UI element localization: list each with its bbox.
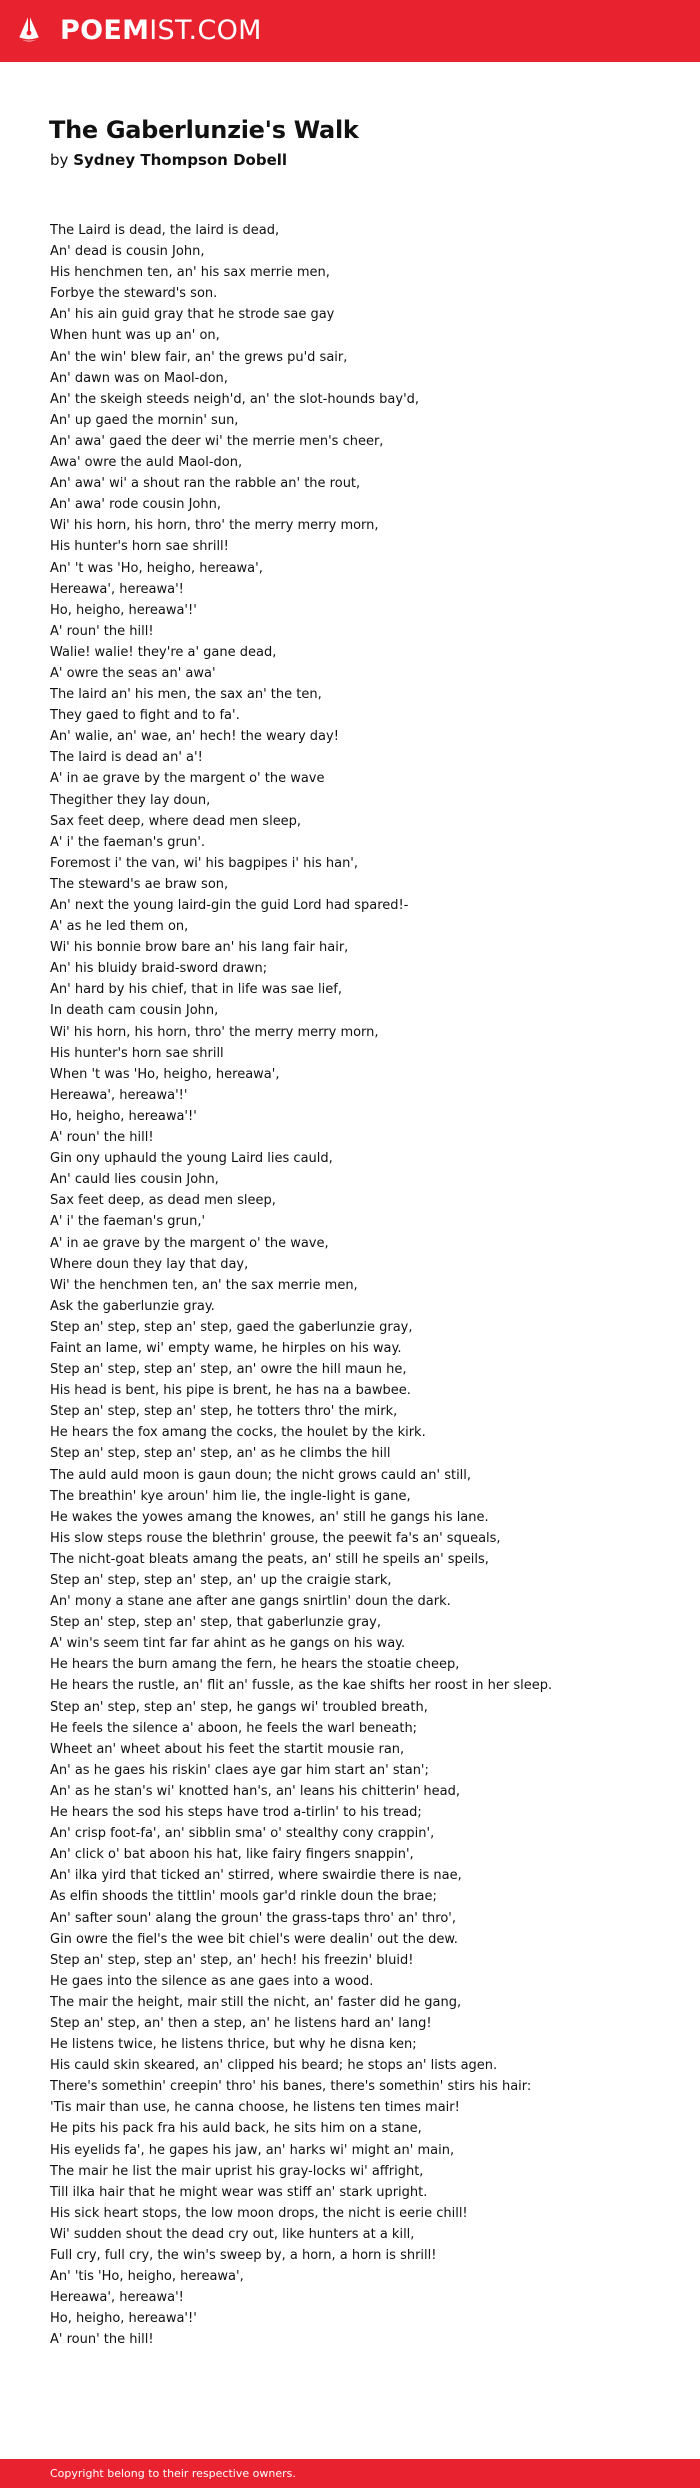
copyright-notice: Copyright belong to their respective owners. [50, 2467, 296, 2480]
by-label: by [50, 151, 69, 169]
poem-line: A' in ae grave by the margent o' the wave, [50, 1235, 329, 1251]
poem-line: Sax feet deep, where dead men sleep, [50, 813, 302, 829]
poem-line: His hunter's horn sae shrill [50, 1045, 224, 1061]
poem-line: He hears the sod his steps have trod a-tirlin' to his tread; [50, 1805, 422, 1821]
poem-line: The mair the height, mair still the nicht, an' faster did he gang, [50, 1994, 462, 2010]
site-logo-link[interactable] [60, 15, 262, 47]
poem-line: He hears the fox amang the cocks, the houlet by the kirk. [50, 1425, 426, 1441]
poem-line: He feels the silence a' aboon, he feels the warl beneath; [50, 1720, 418, 1736]
poem-line: His eyelids fa', he gapes his jaw, an' harks wi' might an' main, [50, 2142, 455, 2158]
poem-line: Step an' step, step an' step, that gaberlunzie gray, [50, 1615, 381, 1631]
poem-line: An' cauld lies cousin John, [50, 1172, 219, 1188]
poem-line: An' as he gaes his riskin' claes aye gar him start an' stan'; [50, 1762, 429, 1778]
poem-line: Gin owre the fiel's the wee bit chiel's were dealin' out the dew. [50, 1931, 458, 1947]
poem-line: He gaes into the silence as ane gaes into a wood. [50, 1973, 374, 1989]
poem-line: Gin ony uphauld the young Laird lies cauld, [50, 1151, 333, 1167]
poem-line: His head is bent, his pipe is brent, he has na a bawbee. [50, 1383, 411, 1399]
poem-line: Ask the gaberlunzie gray. [50, 1298, 215, 1314]
poem-line: A' roun' the hill! [50, 2332, 154, 2348]
poem-line: In death cam cousin John, [50, 1003, 219, 1019]
poem-line: Wi' his horn, his horn, thro' the merry merry morn, [50, 1024, 379, 1040]
poem-line: Sax feet deep, as dead men sleep, [50, 1193, 276, 1209]
poem-line: Step an' step, step an' step, an' as he climbs the hill [50, 1446, 391, 1462]
poem-line: Ho, heigho, hereawa'!' [50, 2311, 197, 2327]
poem-line: An' awa' rode cousin John, [50, 497, 221, 513]
poem-line: When 't was 'Ho, heigho, hereawa', [50, 1066, 280, 1082]
poem-line: Step an' step, step an' step, gaed the gaberlunzie gray, [50, 1319, 413, 1335]
poem-line: 'Tis mair than use, he canna choose, he listens ten times mair! [50, 2100, 460, 2116]
poem-line: His hunter's horn sae shrill! [50, 539, 229, 555]
poem-line: When hunt was up an' on, [50, 328, 220, 344]
poem-line: As elfin shoods the tittlin' mools gar'd rinkle doun the brae; [50, 1889, 437, 1905]
poem-line: Step an' step, step an' step, an' hech! his freezin' bluid! [50, 1952, 414, 1968]
poem-body [50, 220, 650, 2350]
poem-line: The Laird is dead, the laird is dead, [50, 223, 280, 238]
poem-line: Foremost i' the van, wi' his bagpipes i' his han', [50, 855, 359, 871]
poem-line: A' i' the faeman's grun'. [50, 834, 206, 850]
poem-line: He listens twice, he listens thrice, but why he disna ken; [50, 2037, 417, 2053]
poem-line: An' next the young laird-gin the guid Lord had spared!- [50, 898, 409, 913]
poem-line: The auld auld moon is gaun doun; the nicht grows cauld an' still, [50, 1467, 472, 1483]
poem-line: An' dawn was on Maol-don, [50, 370, 228, 386]
poem-line: He hears the rustle, an' flit an' fussle, as the kae shifts her roost in her sleep. [50, 1678, 553, 1694]
pen-nib-icon[interactable] [17, 14, 41, 48]
poem-line: A' win's seem tint far far ahint as he gangs on his way. [50, 1636, 406, 1652]
poem-line: An' up gaed the mornin' sun, [50, 412, 239, 428]
poem-line: Forbye the steward's son. [50, 286, 218, 302]
poem-line: An' crisp foot-fa', an' sibblin sma' o' stealthy cony crappin', [50, 1826, 435, 1842]
poem-line: Step an' step, step an' step, he gangs wi' troubled breath, [50, 1699, 428, 1715]
poem-line: An' click o' bat aboon his hat, like fairy fingers snappin', [50, 1847, 414, 1863]
poem-line: Step an' step, an' then a step, an' he listens hard an' lang! [50, 2015, 432, 2031]
poem-line: A' i' the faeman's grun,' [50, 1214, 206, 1230]
poem-line: An' ilka yird that ticked an' stirred, where swairdie there is nae, [50, 1868, 462, 1884]
poem-line: The breathin' kye aroun' him lie, the ingle-light is gane, [50, 1488, 411, 1504]
poem-line: Ho, heigho, hereawa'!' [50, 602, 197, 618]
poem-line: An' his ain guid gray that he strode sae gay [50, 307, 335, 323]
poem-line: The nicht-goat bleats amang the peats, an' still he speils an' speils, [50, 1551, 489, 1567]
poem-line: A' as he led them on, [50, 919, 189, 935]
poem-line: The laird an' his men, the sax an' the ten, [50, 687, 322, 703]
poem-line: An' hard by his chief, that in life was sae lief, [50, 982, 342, 998]
poem-line: His henchmen ten, an' his sax merrie men, [50, 265, 330, 281]
author-link[interactable]: Sydney Thompson Dobell [73, 151, 288, 169]
poem-line: Faint an lame, wi' empty wame, he hirples on his way. [50, 1340, 402, 1356]
poem-line: An' walie, an' wae, an' hech! the weary day! [50, 729, 339, 745]
poem-line: An' the win' blew fair, an' the grews pu'd sair, [50, 349, 348, 365]
poem-line: The laird is dead an' a'! [50, 750, 203, 766]
poem-line: Hereawa', hereawa'! [50, 2290, 184, 2306]
logo-text-bold: POEM [60, 15, 150, 46]
poem-line: Hereawa', hereawa'! [50, 581, 184, 597]
poem-line: His slow steps rouse the blethrin' grouse, the peewit fa's an' squeals, [50, 1530, 501, 1546]
poem-line: Wi' the henchmen ten, an' the sax merrie men, [50, 1277, 358, 1293]
poem-line: Step an' step, step an' step, an' owre the hill maun he, [50, 1362, 407, 1378]
poem-line: They gaed to fight and to fa'. [50, 708, 240, 724]
poem-line: A' roun' the hill! [50, 1130, 154, 1146]
poem-line: An' his bluidy braid-sword drawn; [50, 961, 268, 977]
poem-line: There's somethin' creepin' thro' his banes, there's somethin' stirs his hair: [50, 2079, 532, 2095]
poem-line: He pits his pack fra his auld back, he sits him on a stane, [50, 2121, 422, 2137]
poem-line: An' awa' wi' a shout ran the rabble an' the rout, [50, 476, 361, 492]
site-footer [0, 2459, 700, 2488]
poem-line: An' awa' gaed the deer wi' the merrie men's cheer, [50, 433, 384, 449]
poem-line: Wi' sudden shout the dead cry out, like hunters at a kill, [50, 2226, 415, 2242]
poem-line: A' in ae grave by the margent o' the wave [50, 771, 325, 787]
poem-line: Wi' his bonnie brow bare an' his lang fair hair, [50, 940, 349, 956]
poem-line: An' as he stan's wi' knotted han's, an' leans his chitterin' head, [50, 1783, 461, 1799]
poem-line: He hears the burn amang the fern, he hears the stoatie cheep, [50, 1657, 460, 1673]
site-header [0, 0, 700, 62]
poem-line: Full cry, full cry, the win's sweep by, a horn, a horn is shrill! [50, 2248, 437, 2263]
poem-line: An' the skeigh steeds neigh'd, an' the slot-hounds bay'd, [50, 391, 420, 407]
poem-line: Wheet an' wheet about his feet the startit mousie ran, [50, 1741, 405, 1757]
poem-line: Hereawa', hereawa'!' [50, 1087, 188, 1103]
poem-line: Wi' his horn, his horn, thro' the merry merry morn, [50, 518, 379, 534]
poem-title: The Gaberlunzie's Walk [49, 116, 359, 144]
poem-line: Step an' step, step an' step, he totters thro' the mirk, [50, 1404, 398, 1420]
poem-line: Where doun they lay that day, [50, 1256, 249, 1272]
poem-line: He wakes the yowes amang the knowes, an' still he gangs his lane. [50, 1509, 489, 1525]
poem-line: His sick heart stops, the low moon drops, the nicht is eerie chill! [50, 2205, 468, 2221]
poem-line: Walie! walie! they're a' gane dead, [50, 644, 277, 660]
poem-line: An' 'tis 'Ho, heigho, hereawa', [50, 2269, 244, 2285]
poem-byline [50, 150, 287, 170]
poem-line: An' safter soun' alang the groun' the grass-taps thro' an' thro', [50, 1910, 457, 1926]
poem-line: Thegither they lay doun, [50, 792, 211, 808]
poem-line: Ho, heigho, hereawa'!' [50, 1108, 197, 1124]
poem-line: An' dead is cousin John, [50, 244, 205, 260]
poem-line: The steward's ae braw son, [50, 876, 229, 892]
poem-line: The mair he list the mair uprist his gray-locks wi' affright, [50, 2163, 424, 2179]
poem-line: An' mony a stane ane after ane gangs snirtlin' doun the dark. [50, 1594, 451, 1610]
poem-line: Step an' step, step an' step, an' up the craigie stark, [50, 1573, 392, 1588]
poem-line: An' 't was 'Ho, heigho, hereawa', [50, 560, 263, 576]
poem-line: Till ilka hair that he might wear was stiff an' stark upright. [50, 2184, 428, 2200]
poem-line: A' roun' the hill! [50, 623, 154, 639]
poem-line: A' owre the seas an' awa' [50, 665, 216, 681]
logo-text-light: IST.COM [149, 15, 262, 46]
poem-line: Awa' owre the auld Maol-don, [50, 455, 243, 471]
poem-line: His cauld skin skeared, an' clipped his beard; he stops an' lists agen. [50, 2058, 498, 2074]
